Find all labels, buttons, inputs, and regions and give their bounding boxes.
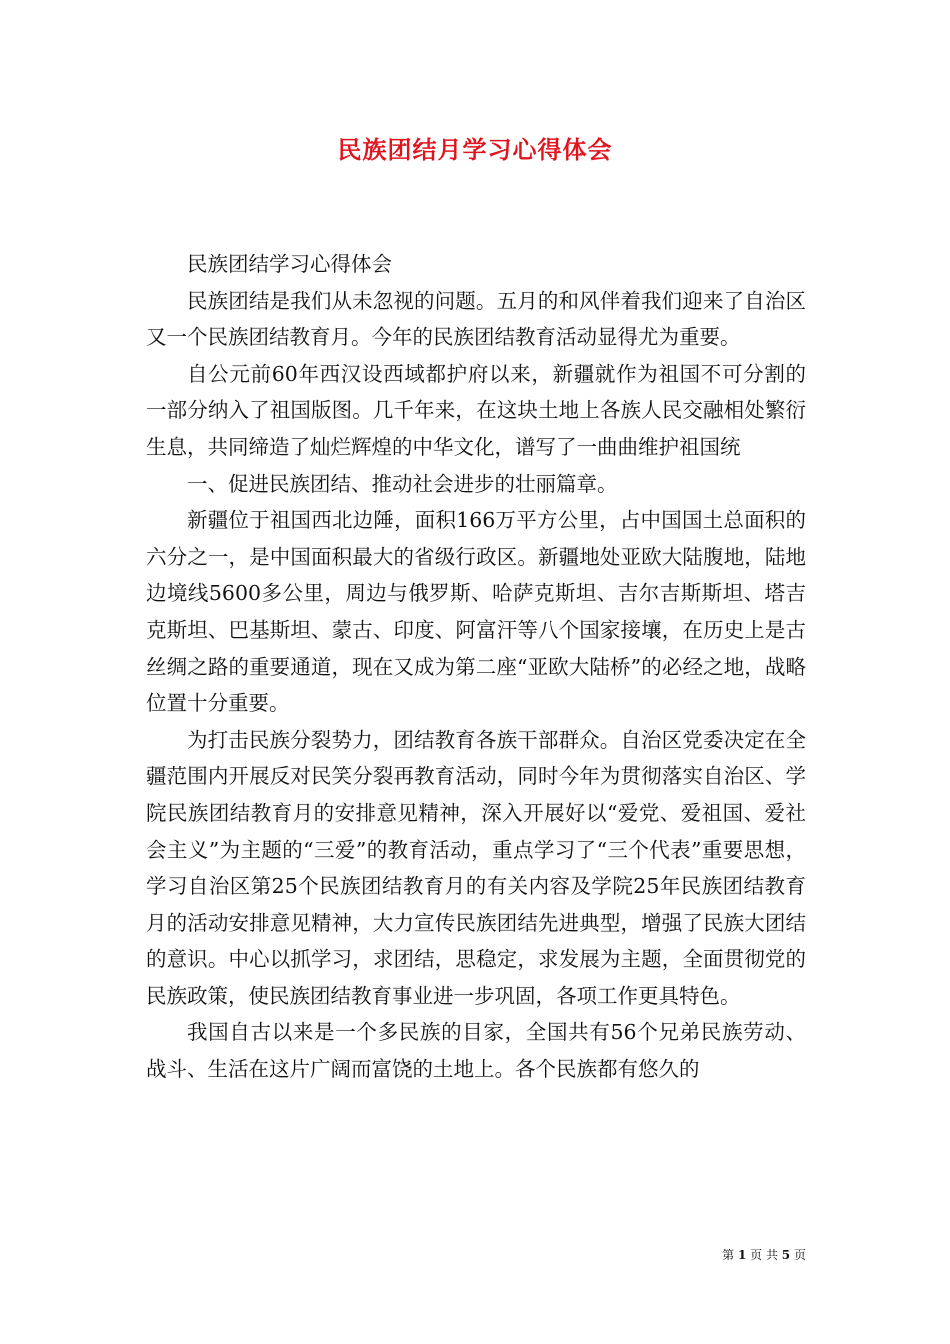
- paragraph: 我国自古以来是一个多民族的目家，全国共有56个兄弟民族劳动、战斗、生活在这片广阔而富饶的土地上。各个民族都有悠久的: [146, 1020, 806, 1082]
- footer-middle: 页 共: [750, 1248, 778, 1262]
- paragraph: 自公元前60年西汉设西域都护府以来，新疆就作为祖国不可分割的一部分纳入了祖国版图。几千年来，在这块土地上各族人民交融相处繁衍生息，共同缔造了灿烂辉煌的中华文化，谱写了一曲曲维护祖国统: [146, 361, 806, 459]
- paragraph: 为打击民族分裂势力，团结教育各族干部群众。自治区党委决定在全疆范围内开展反对民笑分裂再教育活动，同时今年为贯彻落实自治区、学院民族团结教育月的安排意见精神，深入开展好以“爱党、爱祖国、爱社会主义”为主题的“三爱”的教育活动，重点学习了“三个代表”重要思想，学习自治区第25个民族团结教育月的有关内容及学院25年民族团结教育月的活动安排意见精神，大力宣传民族团结先进典型，增强了民族大团结的意识。中心以抓学习，求团结，思稳定，求发展为主题，全面贯彻党的民族政策，使民族团结教育事业进一步巩固，各项工作更具特色。: [146, 727, 806, 1008]
- paragraph: 新疆位于祖国西北边陲，面积166万平方公里，占中国国土总面积的六分之一，是中国面积最大的省级行政区。新疆地处亚欧大陆腹地，陆地边境线5600多公里，周边与俄罗斯、哈萨克斯坦、吉尔吉斯斯坦、塔吉克斯坦、巴基斯坦、蒙古、印度、阿富汗等八个国家接壤，在历史上是古丝绸之路的重要通道，现在又成为第二座“亚欧大陆桥”的必经之地，战略位置十分重要。: [146, 508, 806, 716]
- document-body: [146, 246, 806, 1088]
- paragraph: 民族团结是我们从未忽视的问题。五月的和风伴着我们迎来了自治区又一个民族团结教育月。今年的民族团结教育活动显得尤为重要。: [146, 288, 806, 350]
- footer-suffix: 页: [793, 1248, 806, 1262]
- footer-prefix: 第: [722, 1248, 735, 1262]
- total-page-count: 5: [781, 1248, 791, 1262]
- document-title: 民族团结月学习心得体会: [337, 135, 613, 164]
- current-page-number: 1: [737, 1248, 747, 1262]
- page-number-footer: [700, 1246, 806, 1264]
- paragraph: 民族团结学习心得体会: [187, 252, 392, 276]
- paragraph: 一、促进民族团结、推动社会进步的壮丽篇章。: [187, 471, 618, 496]
